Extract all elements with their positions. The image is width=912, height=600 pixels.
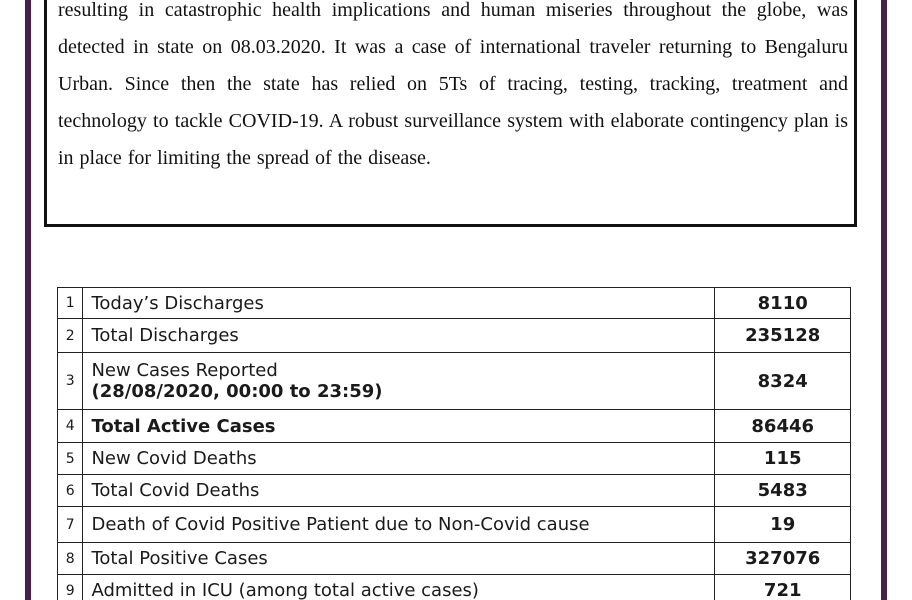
row-number: 7 [58,507,83,543]
row-label: Total Active Cases [83,410,715,443]
row-label: Total Covid Deaths [83,475,715,507]
table-row [58,319,851,353]
row-number: 9 [58,575,83,600]
row-value: 8110 [715,288,851,319]
row-number: 6 [58,475,83,507]
row-number: 4 [58,410,83,443]
row-label: Total Positive Cases [83,543,715,575]
table-row [58,543,851,575]
row-value: 115 [715,443,851,475]
table-row [58,410,851,443]
row-value: 235128 [715,319,851,353]
row-label: Today’s Discharges [83,288,715,319]
covid-stats-table [57,287,851,600]
row-label: Total Discharges [83,319,715,353]
row-number: 3 [58,353,83,410]
row-value: 5483 [715,475,851,507]
intro-paragraph: resulting in catastrophic health implications and human miseries throughout the globe, was detected in state on 08.03.2020. It was a case of international traveler returning to Bengaluru Urban. Since then the state has relied on 5Ts of tracing, testing, tracking, treatment and technology to tackle COVID-19. A robust surveillance system with elaborate contingency plan is in place for limiting the spread of the disease. [58,0,848,169]
row-number: 2 [58,319,83,353]
table-row [58,353,851,410]
row-value: 19 [715,507,851,543]
table-row [58,475,851,507]
intro-box [44,0,857,227]
row-label: New Covid Deaths [83,443,715,475]
row-label-line1: New Cases Reported [91,360,278,381]
row-value: 86446 [715,410,851,443]
table-row [58,507,851,543]
row-label [83,353,715,410]
row-value: 327076 [715,543,851,575]
row-value: 721 [715,575,851,600]
page-border-left [25,0,31,600]
page-border-right [881,0,887,600]
row-label: Death of Covid Positive Patient due to Non-Covid cause [83,507,715,543]
row-label-date-range: (28/08/2020, 00:00 to 23:59) [91,381,383,402]
row-value: 8324 [715,353,851,410]
row-label: Admitted in ICU (among total active cases) [83,575,715,600]
table-row [58,443,851,475]
row-number: 1 [58,288,83,319]
table-row [58,288,851,319]
row-number: 8 [58,543,83,575]
row-number: 5 [58,443,83,475]
table-row [58,575,851,600]
